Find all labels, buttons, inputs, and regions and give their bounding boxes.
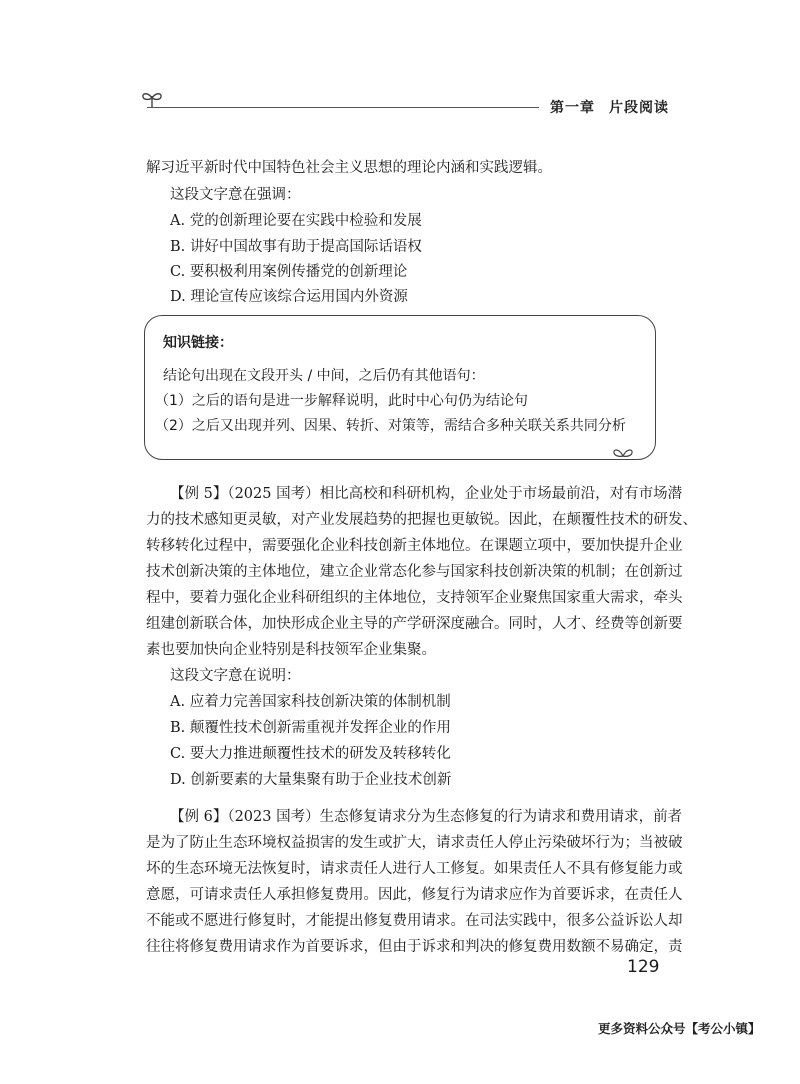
option-c: C. 要大力推进颠覆性技术的研发及转移转化 bbox=[170, 746, 451, 762]
option-d: D. 理论宣传应该综合运用国内外资源 bbox=[170, 289, 408, 305]
footer-note: 更多资料公众号【考公小镇】 bbox=[598, 1021, 761, 1036]
question-stem: 这段文字意在说明： bbox=[170, 668, 301, 684]
example5-line: 组建创新联合体，加快形成企业主导的产学研深度融合。同时，人才、经费等创新要 bbox=[146, 616, 683, 632]
example5-line: 程中，要着力强化企业科研组织的主体地位，支持领军企业聚焦国家重大需求，牵头 bbox=[146, 590, 683, 606]
page-number: 129 bbox=[627, 957, 660, 977]
example6-line: 往往将修复费用请求作为首要诉求，但由于诉求和判决的修复费用数额不易确定，责 bbox=[146, 939, 683, 955]
leaf-icon bbox=[612, 444, 634, 458]
knowledge-line: 结论句出现在文段开头 / 中间，之后仍有其他语句： bbox=[163, 368, 485, 384]
option-a: A. 应着力完善国家科技创新决策的体制机制 bbox=[170, 694, 451, 710]
question-stem: 这段文字意在强调： bbox=[170, 187, 301, 203]
example5-line: 【例 5】（2025 国考）相比高校和科研机构，企业处于市场最前沿，对有市场潜 bbox=[170, 486, 683, 502]
option-b: B. 讲好中国故事有助于提高国际话语权 bbox=[170, 239, 422, 255]
chapter-title bbox=[550, 97, 669, 117]
option-d: D. 创新要素的大量集聚有助于企业技术创新 bbox=[170, 772, 452, 788]
example5-line: 素也要加快向企业特别是科技领军企业集聚。 bbox=[146, 642, 436, 658]
knowledge-line: （2）之后又出现并列、因果、转折、对策等，需结合多种关联关系共同分析 bbox=[155, 418, 626, 434]
example5-line: 力的技术感知更灵敏，对产业发展趋势的把握也更敏锐。因此，在颠覆性技术的研发、 bbox=[146, 512, 697, 528]
example5-line: 转移转化过程中，需要强化企业科技创新主体地位。在课题立项中，要加快提升企业 bbox=[146, 538, 683, 554]
example5-line: 技术创新决策的主体地位，建立企业常态化参与国家科技创新决策的机制；在创新过 bbox=[146, 564, 683, 580]
section-title: 片段阅读 bbox=[609, 100, 669, 116]
chapter-number: 第一章 bbox=[550, 100, 595, 116]
option-b: B. 颠覆性技术创新需重视并发挥企业的作用 bbox=[170, 720, 451, 736]
header-rule bbox=[147, 107, 539, 108]
paragraph-line: 解习近平新时代中国特色社会主义思想的理论内涵和实践逻辑。 bbox=[146, 160, 552, 176]
example6-line: 不能或不愿进行修复时，才能提出修复费用请求。在司法实践中，很多公益诉讼人却 bbox=[146, 913, 683, 929]
option-a: A. 党的创新理论要在实践中检验和发展 bbox=[170, 213, 422, 229]
knowledge-title: 知识链接： bbox=[163, 335, 233, 351]
example6-line: 意愿，可请求责任人承担修复费用。因此，修复行为请求应作为首要诉求，在责任人 bbox=[146, 887, 683, 903]
example6-line: 是为了防止生态环境权益损害的发生或扩大，请求责任人停止污染破坏行为；当被破 bbox=[146, 835, 683, 851]
example6-line: 坏的生态环境无法恢复时，请求责任人进行人工修复。如果责任人不具有修复能力或 bbox=[146, 861, 683, 877]
example6-line: 【例 6】（2023 国考）生态修复请求分为生态修复的行为请求和费用请求，前者 bbox=[170, 809, 683, 825]
option-c: C. 要积极利用案例传播党的创新理论 bbox=[170, 264, 408, 280]
knowledge-line: （1）之后的语句是进一步解释说明，此时中心句仍为结论句 bbox=[155, 393, 528, 409]
